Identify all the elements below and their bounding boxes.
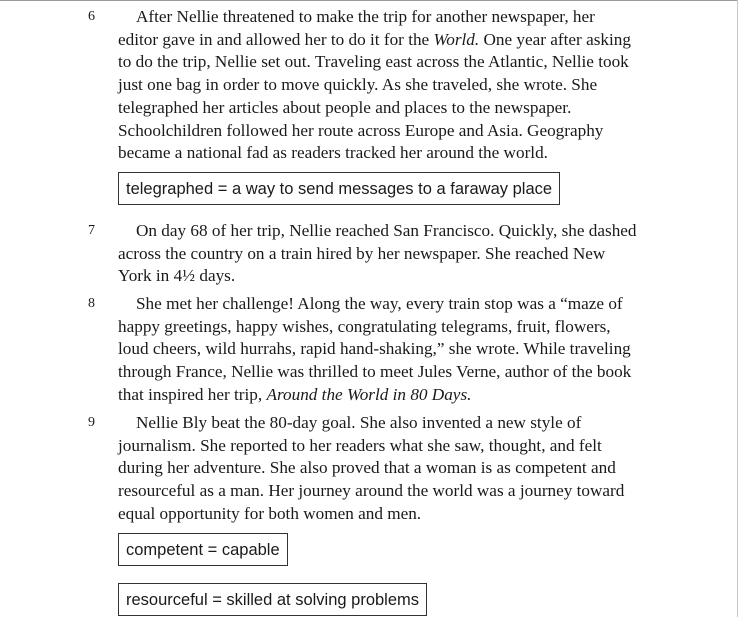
paragraph-line: journalism. She reported to her readers what she saw, thought, and felt (118, 435, 602, 455)
paragraph-line: loud cheers, wild hurrahs, rapid hand-shaking,” she wrote. While traveling (118, 339, 631, 359)
paragraph-line: that inspired her trip, Around the World in 80 Days. (118, 384, 472, 404)
paragraph-line: equal opportunity for both women and men. (118, 503, 422, 523)
paragraph-line: On day 68 of her trip, Nellie reached San Francisco. Quickly, she dashed (136, 221, 637, 240)
paragraph-line: across the country on a train hired by her newspaper. She reached New (118, 243, 606, 263)
paragraph-line: York in 4½ days. (118, 266, 236, 286)
top-divider (0, 0, 738, 1)
paragraph-line: happy greetings, happy wishes, congratulating telegrams, fruit, flowers, (118, 316, 611, 336)
paragraph-line: became a national fad as readers tracked her around the world. (118, 143, 548, 163)
paragraph-8 (118, 293, 630, 407)
italic-title: World. (433, 29, 480, 49)
paragraph-line: just one bag in order to move quickly. As she traveled, she wrote. She (118, 75, 598, 95)
vocab-box-competent: competent = capable (118, 533, 288, 566)
paragraph-number-6: 6 (88, 9, 95, 24)
paragraph-7 (118, 220, 637, 288)
paragraph-number-8: 8 (88, 296, 95, 311)
paragraph-line: telegraphed her articles about people and places to the newspaper. (118, 97, 572, 117)
vocab-box-resourceful: resourceful = skilled at solving problems (118, 583, 427, 616)
paragraph-line: Nellie Bly beat the 80-day goal. She also invented a new style of (136, 413, 582, 432)
paragraph-9 (118, 412, 630, 526)
paragraph-line: through France, Nellie was thrilled to meet Jules Verne, author of the book (118, 362, 632, 382)
paragraph-line: Schoolchildren followed her route across Europe and Asia. Geography (118, 120, 604, 140)
paragraph-6 (118, 6, 630, 165)
paragraph-number-9: 9 (88, 415, 95, 430)
paragraph-number-7: 7 (88, 223, 95, 238)
italic-title: Around the World in 80 Days. (266, 384, 472, 404)
paragraph-line: She met her challenge! Along the way, every train stop was a “maze of (136, 294, 623, 313)
paragraph-line: resourceful as a man. Her journey around the world was a journey toward (118, 481, 625, 501)
paragraph-line: editor gave in and allowed her to do it for the World. One year after asking (118, 29, 631, 49)
paragraph-line: to do the trip, Nellie set out. Traveling east across the Atlantic, Nellie took (118, 52, 629, 72)
paragraph-line: during her adventure. She also proved that a woman is as competent and (118, 458, 616, 478)
vocab-box-telegraphed: telegraphed = a way to send messages to a faraway place (118, 172, 560, 205)
paragraph-line: After Nellie threatened to make the trip for another newspaper, her (136, 7, 595, 26)
